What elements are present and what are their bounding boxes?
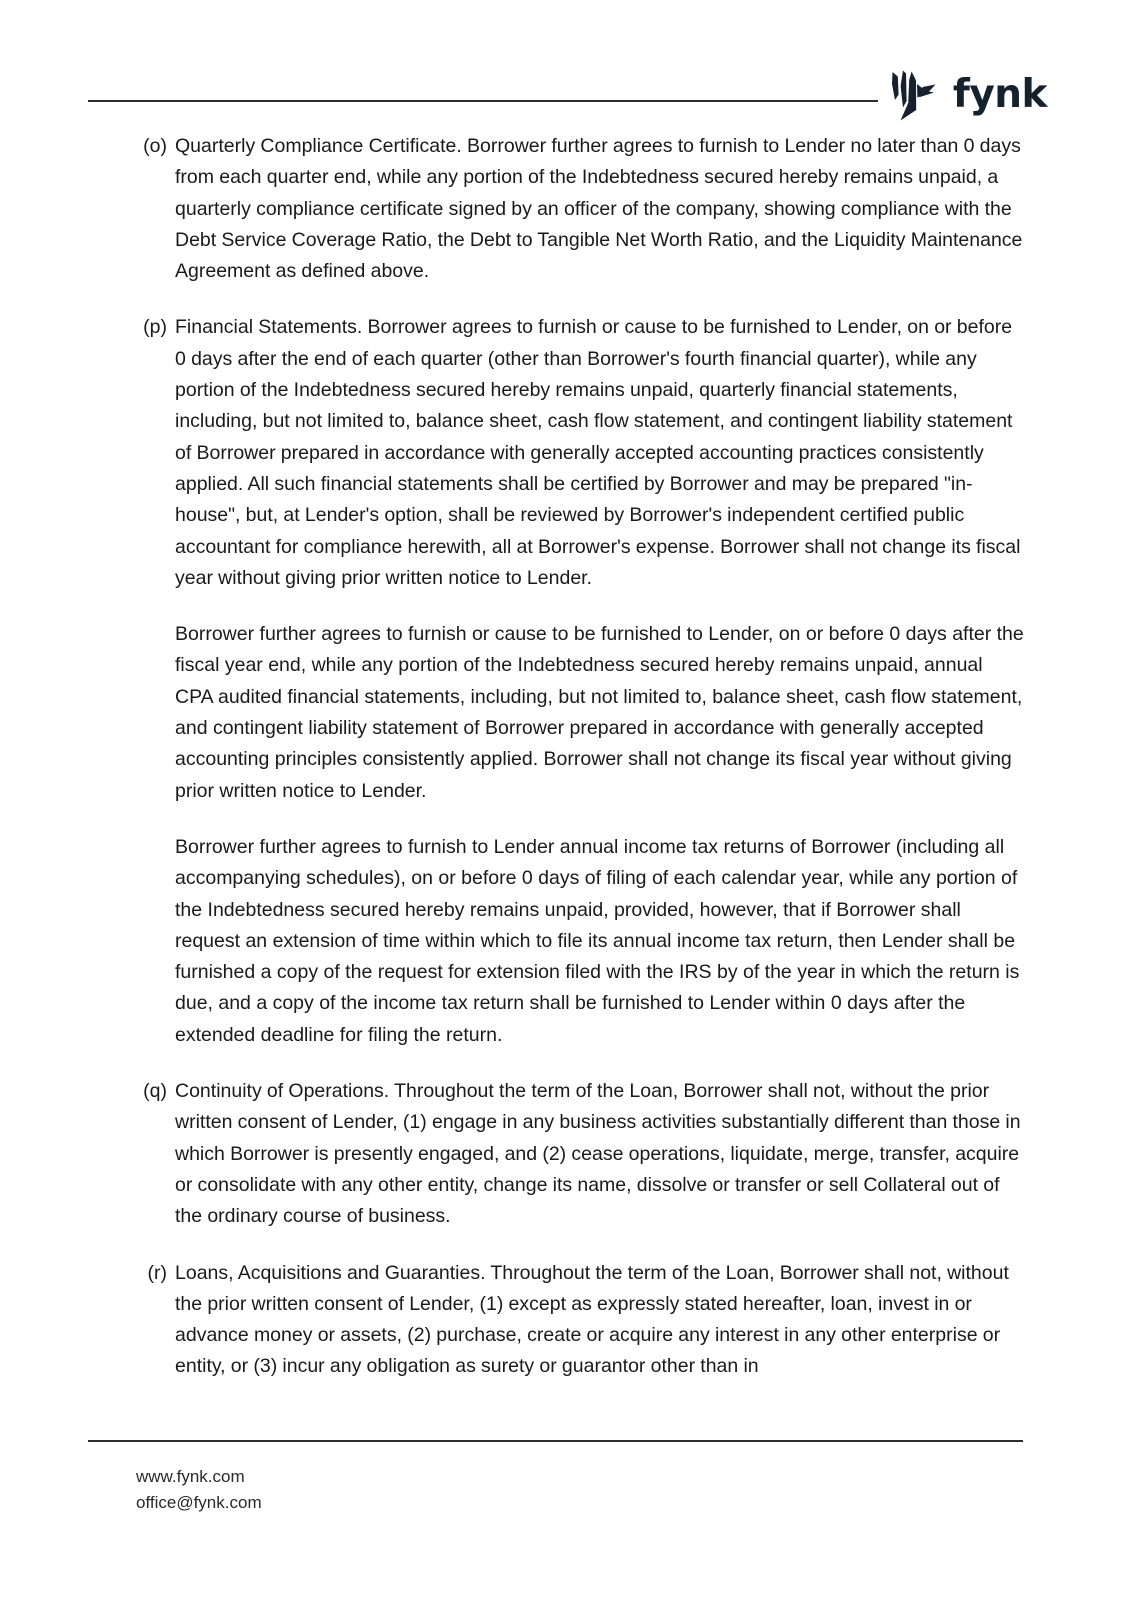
clause-o: [140, 131, 1024, 287]
footer-website[interactable]: www.fynk.com: [136, 1467, 245, 1486]
fynk-bird-logo-icon: [886, 70, 944, 122]
page-header: [0, 0, 1131, 130]
continuation-paragraph-2: Borrower further agrees to furnish to Lender annual income tax returns of Borrower (including all accompanying schedules), on or before 0 days of filing of each calendar year, while any portion of the Indebtedness secured hereby remains unpaid, provided, however, that if Borrower shall request an extension of time within which to file its annual income tax return, then Lender shall be furnished a copy of the request for extension filed with the IRS by of the year in which the return is due, and a copy of the income tax return shall be furnished to Lender within 0 days after the extended deadline for filing the return.: [175, 835, 1020, 1046]
clause-p: [140, 312, 1024, 594]
clause-marker: (q): [143, 1080, 167, 1103]
clause-text: Loans, Acquisitions and Guaranties. Throughout the term of the Loan, Borrower shall not, without the prior written consent of Lender, (1) except as expressly stated hereafter, loan, invest in or advance money or assets, (2) purchase, create or acquire any interest in any other enterprise or entity, or (3) incur any obligation as surety or guarantor other than in: [175, 1261, 1009, 1378]
continuation-paragraph-1: Borrower further agrees to furnish or cause to be furnished to Lender, on or before 0 days after the fiscal year end, while any portion of the Indebtedness secured hereby remains unpaid, annual CPA audited financial statements, including, but not limited to, balance sheet, cash flow statement, and contingent liability statement of Borrower prepared in accordance with generally accepted accounting principles consistently applied. Borrower shall not change its fiscal year without giving prior written notice to Lender.: [175, 623, 1024, 802]
page-footer: [0, 1440, 1131, 1600]
clause-marker: (r): [147, 1261, 167, 1284]
brand-wordmark: fynk: [952, 72, 1047, 117]
clause-text: Continuity of Operations. Throughout the term of the Loan, Borrower shall not, without the prior written consent of Lender, (1) engage in any business activities substantially different than those in which Borrower is presently engaged, and (2) cease operations, liquidate, merge, transfer, acquire or consolidate with any other entity, change its name, dissolve or transfer or sell Collateral out of the ordinary course of business.: [175, 1080, 1021, 1228]
footer-email[interactable]: office@fynk.com: [136, 1493, 262, 1512]
clause-marker: (o): [143, 135, 167, 157]
clause-marker: (p): [143, 316, 167, 339]
header-divider: [88, 100, 878, 102]
clause-q: [140, 1076, 1024, 1232]
document-body: [140, 131, 1024, 1408]
footer-divider: [88, 1440, 1023, 1442]
footer-contact: [136, 1464, 262, 1516]
clause-text: Quarterly Compliance Certificate. Borrower further agrees to furnish to Lender no later than 0 days from each quarter end, while any portion of the Indebtedness secured hereby remains unpaid, a quarterly compliance certificate signed by an officer of the company, showing compliance with the Debt Service Coverage Ratio, the Debt to Tangible Net Worth Ratio, and the Liquidity Maintenance Agreement as defined above.: [175, 135, 1023, 283]
clause-r: [140, 1258, 1024, 1383]
brand-logo: [886, 68, 1047, 124]
clause-text: Financial Statements. Borrower agrees to furnish or cause to be furnished to Lender, on or before 0 days after the end of each quarter (other than Borrower's fourth financial quarter), while any portion of the Indebtedness secured hereby remains unpaid, quarterly financial statements, including, but not limited to, balance sheet, cash flow statement, and contingent liability statement of Borrower prepared in accordance with generally accepted accounting practices consistently applied. All such financial statements shall be certified by Borrower and may be prepared "in-house", but, at Lender's option, shall be reviewed by Borrower's independent certified public accountant for compliance herewith, all at Borrower's expense. Borrower shall not change its fiscal year without giving prior written notice to Lender.: [175, 316, 1021, 589]
